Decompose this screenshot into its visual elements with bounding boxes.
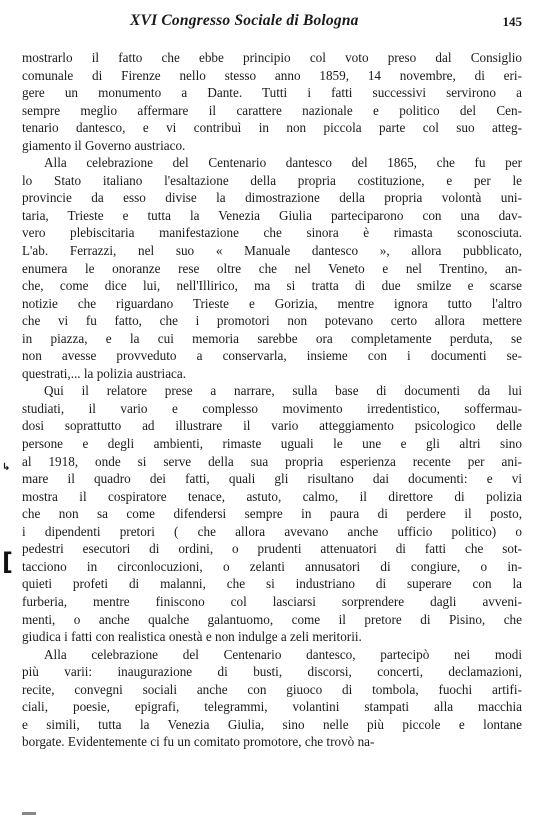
paragraph [22, 49, 522, 154]
text-line: giamento il Governo austriaco. [22, 137, 186, 153]
text-line: recite, convegni sociali anche con giuoco di tombola, fuochi artifi- [22, 681, 522, 697]
text-line: Alla celebrazione del Centenario dantesco del 1865, che fu per [44, 155, 522, 171]
text-line: quieti profeti di malanni, che si industriano di superare con la [22, 576, 522, 592]
running-title: XVI Congresso Sociale di Bologna [130, 12, 359, 29]
text-line: studiati, il vario e complesso movimento irredentistico, soffermau- [22, 400, 522, 416]
text-line: Alla celebrazione del Centenario dantesco, partecipò nei modi [44, 646, 522, 662]
text-line: menti, o anche qualche galantuomo, come il pretore di Pisino, che [22, 611, 522, 627]
paragraph [22, 382, 522, 645]
paragraph [22, 646, 522, 751]
text-line: notizie che riguardano Trieste e Gorizia, mentre ignora tutto l'altro [22, 295, 522, 311]
text-line: enumera le onoranze rese oltre che nel Veneto e nel Trentino, an- [22, 260, 522, 276]
text-line: tenario dantesco, e vi contribuì in non piccola parte col suo atteg- [22, 120, 522, 136]
text-line: in piazza, e la cui memoria sarebbe ora completamente perduta, se [22, 330, 522, 346]
text-line: comunale di Firenze nello stesso anno 1859, 14 novembre, di eri- [22, 67, 522, 83]
body-text [22, 49, 522, 751]
text-line: che non sa come difendersi sempre in paura di perdere il posto, [22, 506, 522, 522]
page-number: 145 [502, 14, 522, 29]
text-line: borgate. Evidentemente ci fu un comitato promotore, che trovò na- [22, 734, 375, 750]
text-line: provincie da esso divise la dimostrazione della propria volontà uni- [22, 190, 522, 206]
text-line: ciali, poesie, epigrafi, telegrammi, volantini stampati alla macchia [22, 699, 522, 715]
text-line: al 1918, onde si serve della sua propria esperienza recente per ani- [22, 453, 522, 469]
text-line: più varii: inaugurazione di busti, discorsi, concerti, declamazioni, [22, 664, 522, 680]
text-line: non avesse provveduto a conservarla, insieme con i documenti se- [22, 348, 522, 364]
text-line: dosi soprattutto ad illustrare il vario atteggiamento psicologico delle [22, 418, 522, 434]
text-line: taria, Trieste e tutta la Venezia Giulia parteciparono con una dav- [22, 207, 522, 223]
page-header [22, 12, 522, 32]
bottom-smudge [22, 812, 36, 815]
text-line: Qui il relatore prese a narrare, sulla base di documenti da lui [44, 383, 522, 399]
text-line: L'ab. Ferrazzi, nel suo « Manuale dantesco », allora pubblicato, [22, 243, 522, 259]
text-line: mostrarlo il fatto che ebbe principio col voto preso dal Consiglio [22, 50, 522, 65]
margin-mark-arrow: ↳ [2, 462, 11, 473]
text-line: mostra il cospiratore tenace, astuto, calmo, il direttore di polizia [22, 488, 522, 504]
text-line: giudica i fatti con realistica onestà e non indulge a zeli meritorii. [22, 629, 362, 645]
text-line: vero plebiscitaria manifestazione che sinora è rimasta sconosciuta. [22, 225, 522, 241]
text-line: lo Stato italiano l'esaltazione della propria costituzione, e per le [22, 172, 522, 188]
text-line: persone e degli ambienti, rimaste uguali le une e gli altri sino [22, 436, 522, 452]
paragraph [22, 154, 522, 382]
text-line: i dipendenti pretori ( che allora avevano anche ufficio politico) o [22, 523, 522, 539]
text-line: pedestri esecutori di ordini, o prudenti attenuatori di fatti che sot- [22, 541, 522, 557]
margin-mark-bracket: [ [2, 548, 13, 576]
text-line: questrati,... la polizia austriaca. [22, 365, 187, 381]
text-line: e simili, tutta la Venezia Giulia, sino nelle più piccole e lontane [22, 716, 522, 732]
text-line: sempre meglio affermare il carattere nazionale e politico del Cen- [22, 102, 522, 118]
text-line: tacciono in circonlocuzioni, o zelanti annusatori di congiure, o in- [22, 558, 522, 574]
text-line: gere un monumento a Dante. Tutti i fatti successivi servirono a [22, 85, 522, 101]
text-line: che vi fu fatto, che i promotori non potevano certo allora mettere [22, 313, 522, 329]
text-line: che, come dice lui, nell'Illirico, ma si tratta di due smilze e scarse [22, 278, 522, 294]
text-line: mare il quadro dei fatti, quali gli risultano dai documenti: e vi [22, 471, 522, 487]
text-line: furberia, mentre finiscono col lasciarsi sorprendere dagli avveni- [22, 593, 522, 609]
